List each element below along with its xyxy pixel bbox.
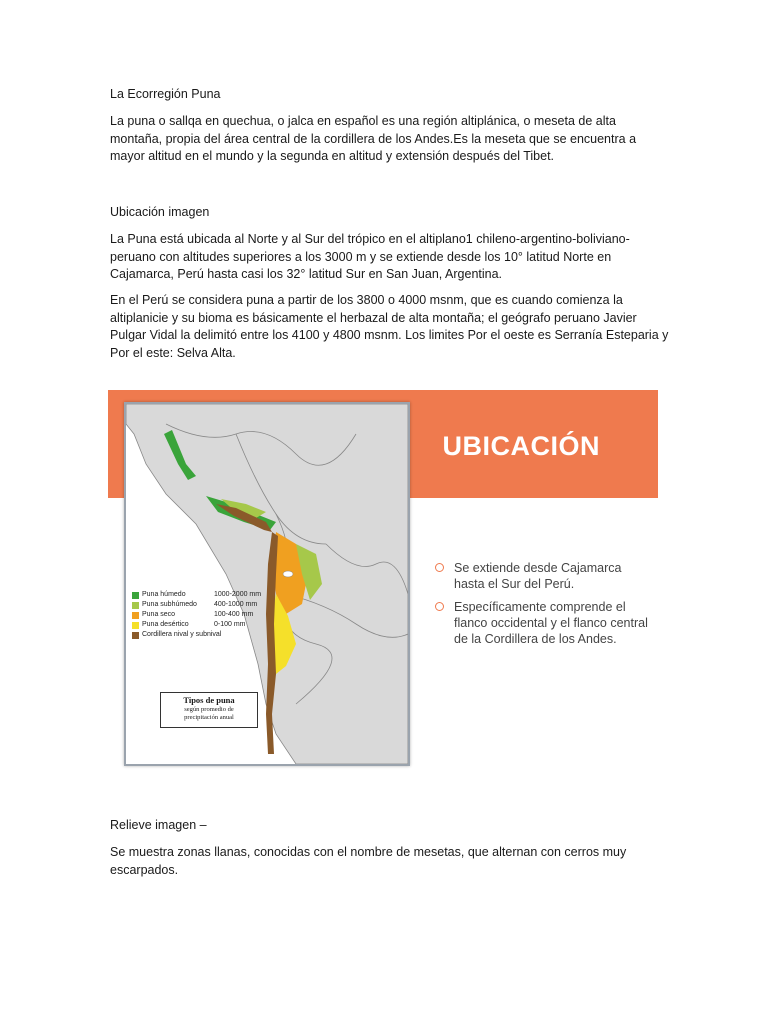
legend-name: Cordillera nival y subnival [142, 631, 222, 638]
figure-bullets [432, 560, 652, 654]
legend-item [132, 610, 282, 620]
section-heading-relieve: Relieve imagen – [110, 818, 207, 832]
legend-swatch [132, 622, 139, 629]
bullet-item [432, 560, 652, 592]
paragraph-intro: La puna o sallqa en quechua, o jalca en español es una región altiplánica, o meseta de alta montaña, propia del área central de la cordillera de los Andes.Es la meseta que se encuentra a mayor altitud en el mundo y la segunda en altitud y extensión después del Tibet. [110, 114, 637, 163]
legend-name: Puna subhúmedo [142, 601, 197, 608]
ubicacion-figure [108, 390, 658, 780]
circle-bullet-icon [435, 563, 444, 572]
legend-swatch [132, 602, 139, 609]
bullet-text: Se extiende desde Cajamarca hasta el Sur del Perú. [454, 561, 622, 591]
legend-item [132, 600, 282, 610]
map-legend [132, 590, 282, 640]
legend-range: 100-400 mm [214, 611, 254, 618]
banner-title: UBICACIÓN [442, 431, 600, 461]
legend-item [132, 620, 282, 630]
legend-swatch [132, 612, 139, 619]
map-box-title: Tipos de puna [183, 695, 235, 705]
bullet-item [432, 599, 652, 647]
legend-name: Puna seco [142, 611, 176, 618]
map-box-line2: precipitación anual [184, 714, 234, 721]
legend-item [132, 590, 282, 600]
legend-range: 1000-2000 mm [214, 591, 262, 598]
legend-name: Puna húmedo [142, 591, 186, 598]
legend-range: 400-1000 mm [214, 601, 258, 608]
legend-swatch [132, 592, 139, 599]
circle-bullet-icon [435, 602, 444, 611]
legend-swatch [132, 632, 139, 639]
bullet-text: Específicamente comprende el flanco occidental y el flanco central de la Cordillera de los Andes. [454, 600, 648, 646]
legend-range: 0-100 mm [214, 621, 246, 628]
section-heading-ecorregion: La Ecorregión Puna [110, 87, 221, 101]
legend-name: Puna desértico [142, 621, 189, 628]
paragraph-peru: En el Perú se considera puna a partir de los 3800 o 4000 msnm, que es cuando comienza la altiplanicie y su bioma es básicamente el herbazal de alta montaña; el geógrafo peruano Javier Pulgar Vidal la delimitó entre los 4100 y 4800 msnm. Los limites Por el oeste es Serranía Esteparia y Por el este: Selva Alta. [110, 293, 669, 360]
legend-item [132, 630, 282, 640]
paragraph-location: La Puna está ubicada al Norte y al Sur del trópico en el altiplano1 chileno-argentino-boliviano-peruano con altitudes superiores a los 3000 m y se extiende desde los 10° latitud Norte en Cajamarca, Perú hasta casi los 32° latitud Sur en San Juan, Argentina. [110, 232, 630, 281]
puna-map [124, 402, 410, 766]
paragraph-relieve: Se muestra zonas llanas, conocidas con el nombre de mesetas, que alternan con cerros muy escarpados. [110, 845, 627, 877]
map-box-line1: según promedio de [184, 706, 234, 713]
section-heading-ubicacion: Ubicación imagen [110, 205, 210, 219]
map-legend-title-box [160, 692, 258, 728]
